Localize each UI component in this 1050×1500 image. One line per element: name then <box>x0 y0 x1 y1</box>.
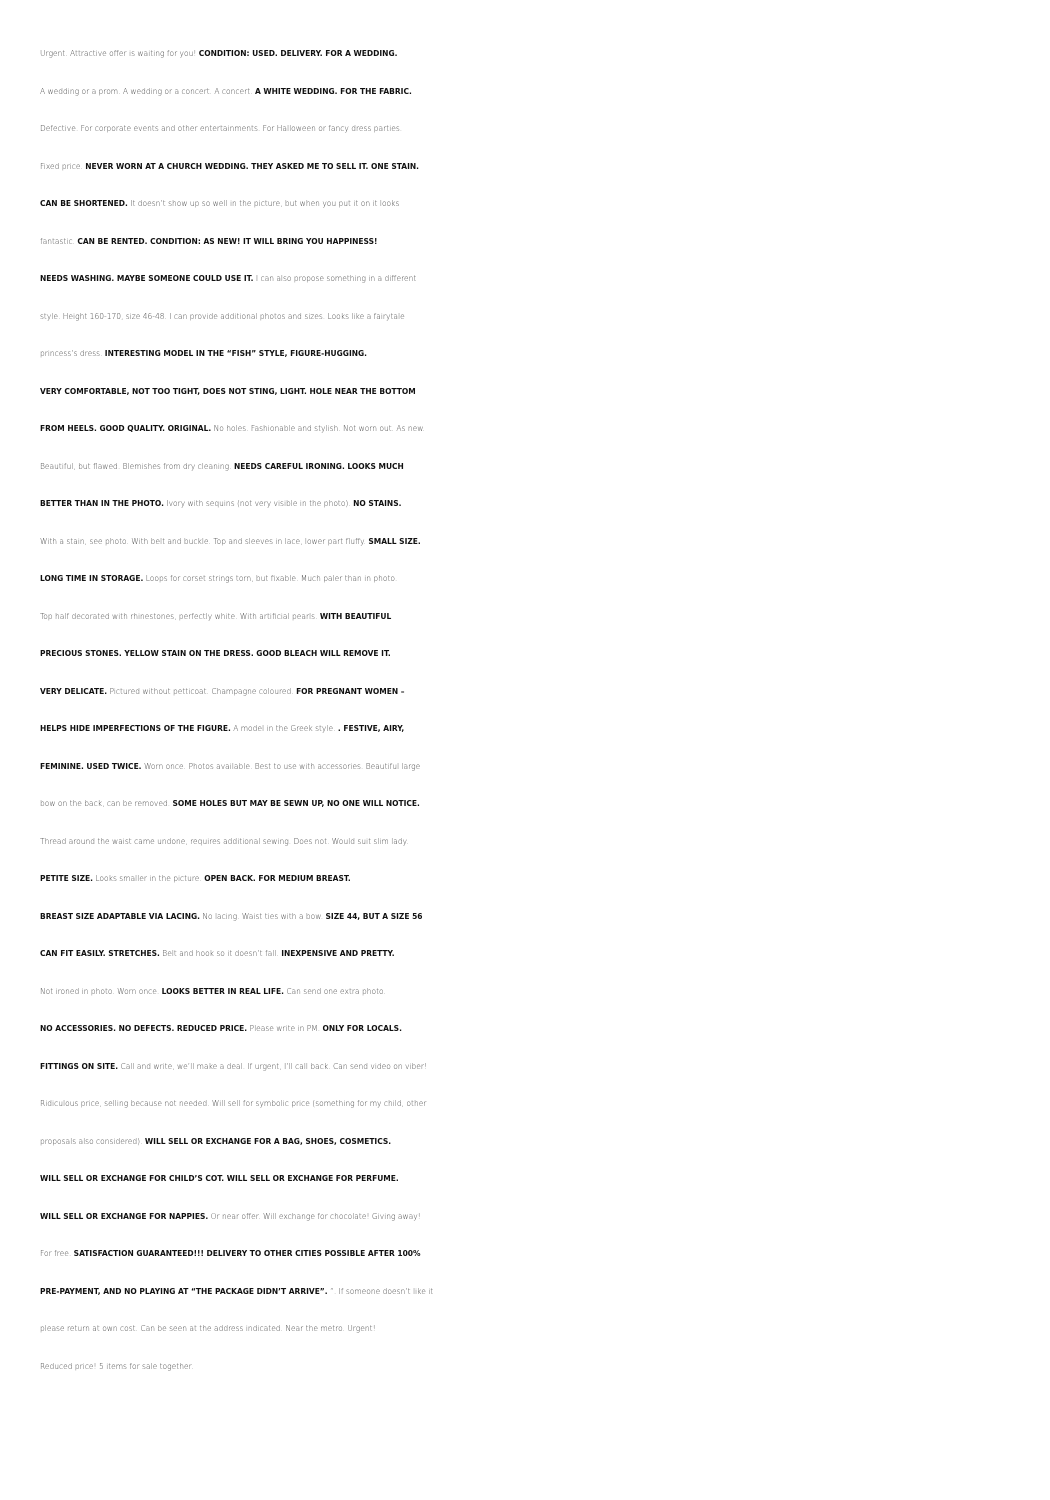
bold-text-segment: INEXPENSIVE AND PRETTY. <box>281 949 395 958</box>
bold-text-segment: WILL SELL OR EXCHANGE FOR CHILD’S COT. WILL SELL OR EXCHANGE FOR PERFUME. <box>40 1174 399 1183</box>
regular-text-segment: No holes. Fashionable and stylish. Not worn out. As new. <box>213 424 426 433</box>
text-line <box>40 898 1020 936</box>
bold-text-segment: PRE-PAYMENT, AND NO PLAYING AT “THE PACKAGE DIDN’T ARRIVE”. <box>40 1286 328 1296</box>
regular-text-segment: princess’s dress. <box>40 349 103 358</box>
regular-text-segment: No lacing. Waist ties with a bow. <box>202 911 324 921</box>
regular-text-segment: style. Height 160-170, size 46-48. I can provide additional photos and sizes. Looks like a fairytale <box>40 311 405 321</box>
regular-text-segment: Ridiculous price, selling because not needed. Will sell for symbolic price (something for my child, other <box>40 1099 427 1108</box>
bold-text-segment: A WHITE WEDDING. FOR THE FABRIC. <box>254 86 412 96</box>
bold-text-segment: HELPS HIDE IMPERFECTIONS OF THE FIGURE. <box>40 724 231 733</box>
regular-text-segment: Defective. For corporate events and other entertainments. For Halloween or fancy dress parties. <box>40 124 403 133</box>
regular-text-segment: Ivory with sequins (not very visible in the photo). <box>166 499 351 508</box>
regular-text-segment: fantastic. <box>40 236 75 246</box>
text-line <box>40 1048 1020 1086</box>
text-line <box>40 1123 1020 1161</box>
bold-text-segment: . FESTIVE, AIRY, <box>337 724 405 733</box>
regular-text-segment: Thread around the waist came undone, requires additional sewing. Does not. Would suit slim lady. <box>40 836 409 846</box>
regular-text-segment: Fixed price. <box>40 161 83 171</box>
regular-text-segment: bow on the back, can be removed. <box>40 799 171 808</box>
text-line <box>40 523 1020 561</box>
bold-text-segment: FOR PREGNANT WOMEN – <box>296 686 405 696</box>
text-line <box>40 335 1020 373</box>
regular-text-segment: A wedding or a prom. A wedding or a concert. A concert. <box>40 86 253 96</box>
regular-text-segment: Can send one extra photo. <box>286 986 386 996</box>
text-line <box>40 485 1020 523</box>
regular-text-segment: Loops for corset strings torn, but fixable. Much paler than in photo. <box>145 574 398 583</box>
bold-text-segment: LONG TIME IN STORAGE. <box>40 574 144 583</box>
bold-text-segment: NO ACCESSORIES. NO DEFECTS. REDUCED PRICE. <box>40 1024 248 1033</box>
bold-text-segment: OPEN BACK. FOR MEDIUM BREAST. <box>204 874 351 883</box>
text-line <box>40 1160 1020 1198</box>
bold-text-segment: CAN BE SHORTENED. <box>40 199 128 208</box>
bold-text-segment: NEEDS WASHING. MAYBE SOMEONE COULD USE IT. <box>40 274 254 283</box>
bold-text-segment: NEVER WORN AT A CHURCH WEDDING. THEY ASKED ME TO SELL IT. ONE STAIN. <box>85 161 420 171</box>
bold-text-segment: LOOKS BETTER IN REAL LIFE. <box>161 986 284 996</box>
bold-text-segment: ONLY FOR LOCALS. <box>322 1024 402 1033</box>
bold-text-segment: PRECIOUS STONES. YELLOW STAIN ON THE DRESS. GOOD BLEACH WILL REMOVE IT. <box>40 649 391 658</box>
regular-text-segment: Top half decorated with rhinestones, perfectly white. With artificial pearls. <box>40 611 318 621</box>
regular-text-segment: It doesn’t show up so well in the picture, but when you put it on it looks <box>130 199 400 208</box>
text-line <box>40 635 1020 673</box>
text-line <box>40 298 1020 336</box>
bold-text-segment: CAN FIT EASILY. STRETCHES. <box>40 949 160 958</box>
text-line <box>40 1085 1020 1123</box>
regular-text-segment: With a stain, see photo. With belt and buckle. Top and sleeves in lace, lower part fluffy. <box>40 536 366 546</box>
text-line <box>40 748 1020 786</box>
text-line <box>40 935 1020 973</box>
bold-text-segment: SATISFACTION GUARANTEED!!! DELIVERY TO OTHER CITIES POSSIBLE AFTER 100% <box>73 1249 421 1258</box>
bold-text-segment: NO STAINS. <box>353 499 402 508</box>
regular-text-segment: A model in the Greek style. <box>233 724 336 733</box>
text-line <box>40 823 1020 861</box>
text-line <box>40 373 1020 411</box>
bold-text-segment: SIZE 44, BUT A SIZE 56 <box>325 911 423 921</box>
regular-text-segment: Not ironed in photo. Worn once. <box>40 986 160 996</box>
text-line <box>40 598 1020 636</box>
bold-text-segment: VERY COMFORTABLE, NOT TOO TIGHT, DOES NOT STING, LIGHT. HOLE NEAR THE BOTTOM <box>40 386 416 396</box>
text-line <box>40 223 1020 261</box>
bold-text-segment: BREAST SIZE ADAPTABLE VIA LACING. <box>40 911 200 921</box>
bold-text-segment: WILL SELL OR EXCHANGE FOR NAPPIES. <box>40 1211 209 1221</box>
bold-text-segment: BETTER THAN IN THE PHOTO. <box>40 499 164 508</box>
bold-text-segment: SMALL SIZE. <box>368 536 421 546</box>
regular-text-segment: please return at own cost. Can be seen at the address indicated. Near the metro. Urgent! <box>40 1324 376 1333</box>
regular-text-segment: For free. <box>40 1249 72 1258</box>
text-line <box>40 260 1020 298</box>
bold-text-segment: INTERESTING MODEL IN THE “FISH” STYLE, FIGURE-HUGGING. <box>104 349 368 358</box>
regular-text-segment: Or near offer. Will exchange for chocolate! Giving away! <box>210 1211 421 1221</box>
text-line <box>40 73 1020 111</box>
regular-text-segment: Looks smaller in the picture. <box>95 874 202 883</box>
regular-text-segment: Belt and hook so it doesn’t fall. <box>162 949 279 958</box>
text-line <box>40 1198 1020 1236</box>
bold-text-segment: VERY DELICATE. <box>40 686 108 696</box>
bold-text-segment: FEMININE. USED TWICE. <box>40 761 142 771</box>
regular-text-segment: Beautiful, but flawed. Blemishes from dry cleaning. <box>40 461 232 471</box>
text-line <box>40 1010 1020 1048</box>
regular-text-segment: Please write in PM. <box>249 1024 321 1033</box>
text-line <box>40 1310 1020 1348</box>
bold-text-segment: NEEDS CAREFUL IRONING. LOOKS MUCH <box>233 461 404 471</box>
text-line <box>40 673 1020 711</box>
text-line <box>40 148 1020 186</box>
text-line <box>40 1235 1020 1273</box>
regular-text-segment: proposals also considered). <box>40 1136 143 1146</box>
text-line <box>40 785 1020 823</box>
regular-text-segment: Pictured without petticoat. Champagne coloured. <box>109 686 294 696</box>
bold-text-segment: CAN BE RENTED. CONDITION: AS NEW! IT WILL BRING YOU HAPPINESS! <box>77 236 378 246</box>
bold-text-segment: PETITE SIZE. <box>40 874 93 883</box>
bold-text-segment: WITH BEAUTIFUL <box>319 611 392 621</box>
text-line <box>40 410 1020 448</box>
regular-text-segment: Urgent. Attractive offer is waiting for you! <box>40 49 197 58</box>
text-line <box>40 35 1020 73</box>
regular-text-segment: Worn once. Photos available. Best to use with accessories. Beautiful large <box>143 761 421 771</box>
bold-text-segment: WILL SELL OR EXCHANGE FOR A BAG, SHOES, COSMETICS. <box>144 1136 392 1146</box>
text-line <box>40 560 1020 598</box>
text-line <box>40 860 1020 898</box>
text-line <box>40 973 1020 1011</box>
text-line <box>40 448 1020 486</box>
text-line <box>40 110 1020 148</box>
bold-text-segment: FROM HEELS. GOOD QUALITY. ORIGINAL. <box>40 424 212 433</box>
bold-text-segment: SOME HOLES BUT MAY BE SEWN UP, NO ONE WILL NOTICE. <box>172 799 420 808</box>
bold-text-segment: FITTINGS ON SITE. <box>40 1061 119 1071</box>
regular-text-segment: I can also propose something in a different <box>255 274 417 283</box>
document-body <box>40 35 1020 1385</box>
text-line <box>40 710 1020 748</box>
regular-text-segment: ”. If someone doesn’t like it <box>329 1286 434 1296</box>
regular-text-segment: Reduced price! 5 items for sale together. <box>40 1361 194 1371</box>
text-line <box>40 185 1020 223</box>
regular-text-segment: Call and write, we’ll make a deal. If urgent, I’ll call back. Can send video on viber! <box>120 1061 427 1071</box>
text-line <box>40 1273 1020 1311</box>
text-line <box>40 1348 1020 1386</box>
bold-text-segment: CONDITION: USED. DELIVERY. FOR A WEDDING. <box>198 49 398 58</box>
